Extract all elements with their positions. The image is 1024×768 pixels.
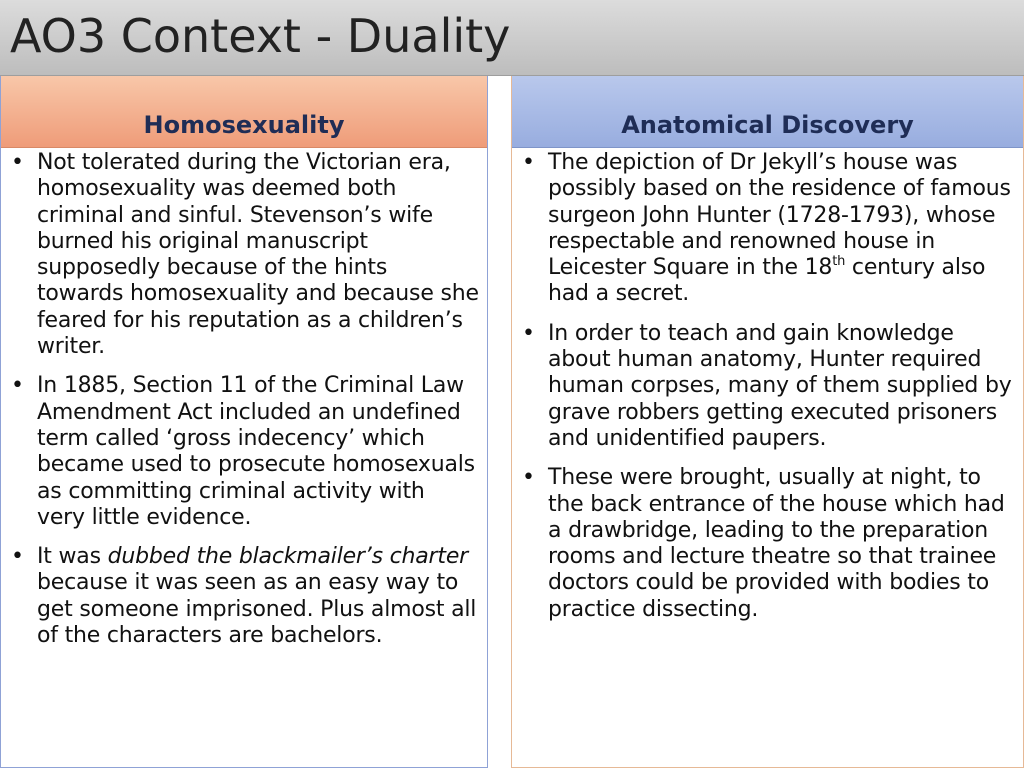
anatomical-bullet-list [512, 148, 1023, 623]
anatomical-discovery-panel [511, 76, 1024, 768]
title-bar [0, 0, 1024, 76]
bullet-text: In order to teach and gain knowledge about human anatomy, Hunter required human corpses, many of them supplied by grave robbers getting executed prisoners and unidentified paupers. [548, 320, 1012, 451]
homosexuality-panel [0, 76, 488, 768]
bullet-text-prefix: It was [37, 544, 108, 570]
bullet-item [11, 544, 479, 649]
bullet-text-suffix: because it was seen as an easy way to get someone imprisoned. Plus almost all of the characters are bachelors. [37, 570, 477, 649]
bullet-item [522, 321, 1015, 452]
homosexuality-heading: Homosexuality [1, 76, 487, 148]
slide-title: AO3 Context - Duality [10, 9, 511, 63]
bullet-text-italic: dubbed the blackmailer’s charter [107, 544, 469, 570]
bullet-icon: • [11, 544, 24, 570]
superscript-th: th [832, 254, 846, 270]
bullet-icon: • [11, 150, 24, 175]
bullet-item [522, 465, 1015, 623]
bullet-icon: • [522, 465, 535, 491]
bullet-text: In 1885, Section 11 of the Criminal Law Amendment Act included an undefined term called ‘gross indecency’ which became used to prosecute homosexuals as committing criminal activity with very little evidence. [37, 373, 475, 530]
bullet-item [522, 150, 1015, 308]
bullet-item [11, 150, 479, 360]
homosexuality-bullet-list [1, 148, 487, 649]
bullet-icon: • [11, 373, 24, 399]
bullet-icon: • [522, 150, 535, 175]
bullet-text: The depiction of Dr Jekyll’s house was possibly based on the residence of famous surgeon John Hunter (1728-1793), whose respectable and renowned house in Leicester Square in the 18 [548, 150, 1011, 281]
anatomical-discovery-heading: Anatomical Discovery [512, 76, 1023, 148]
bullet-text: Not tolerated during the Victorian era, homosexuality was deemed both criminal and sinful. Stevenson’s wife burned his original manuscript supposedly because of the hints towards homosexuality and because she feared for his reputation as a children’s writer. [37, 150, 479, 360]
bullet-text-end: century also had a secret. [548, 255, 986, 307]
bullet-text: These were brought, usually at night, to the back entrance of the house which had a drawbridge, leading to the preparation rooms and lecture theatre so that trainee doctors could be provided with bodies to practice dissecting. [548, 465, 1005, 622]
bullet-item [11, 373, 479, 531]
bullet-icon: • [522, 320, 535, 346]
